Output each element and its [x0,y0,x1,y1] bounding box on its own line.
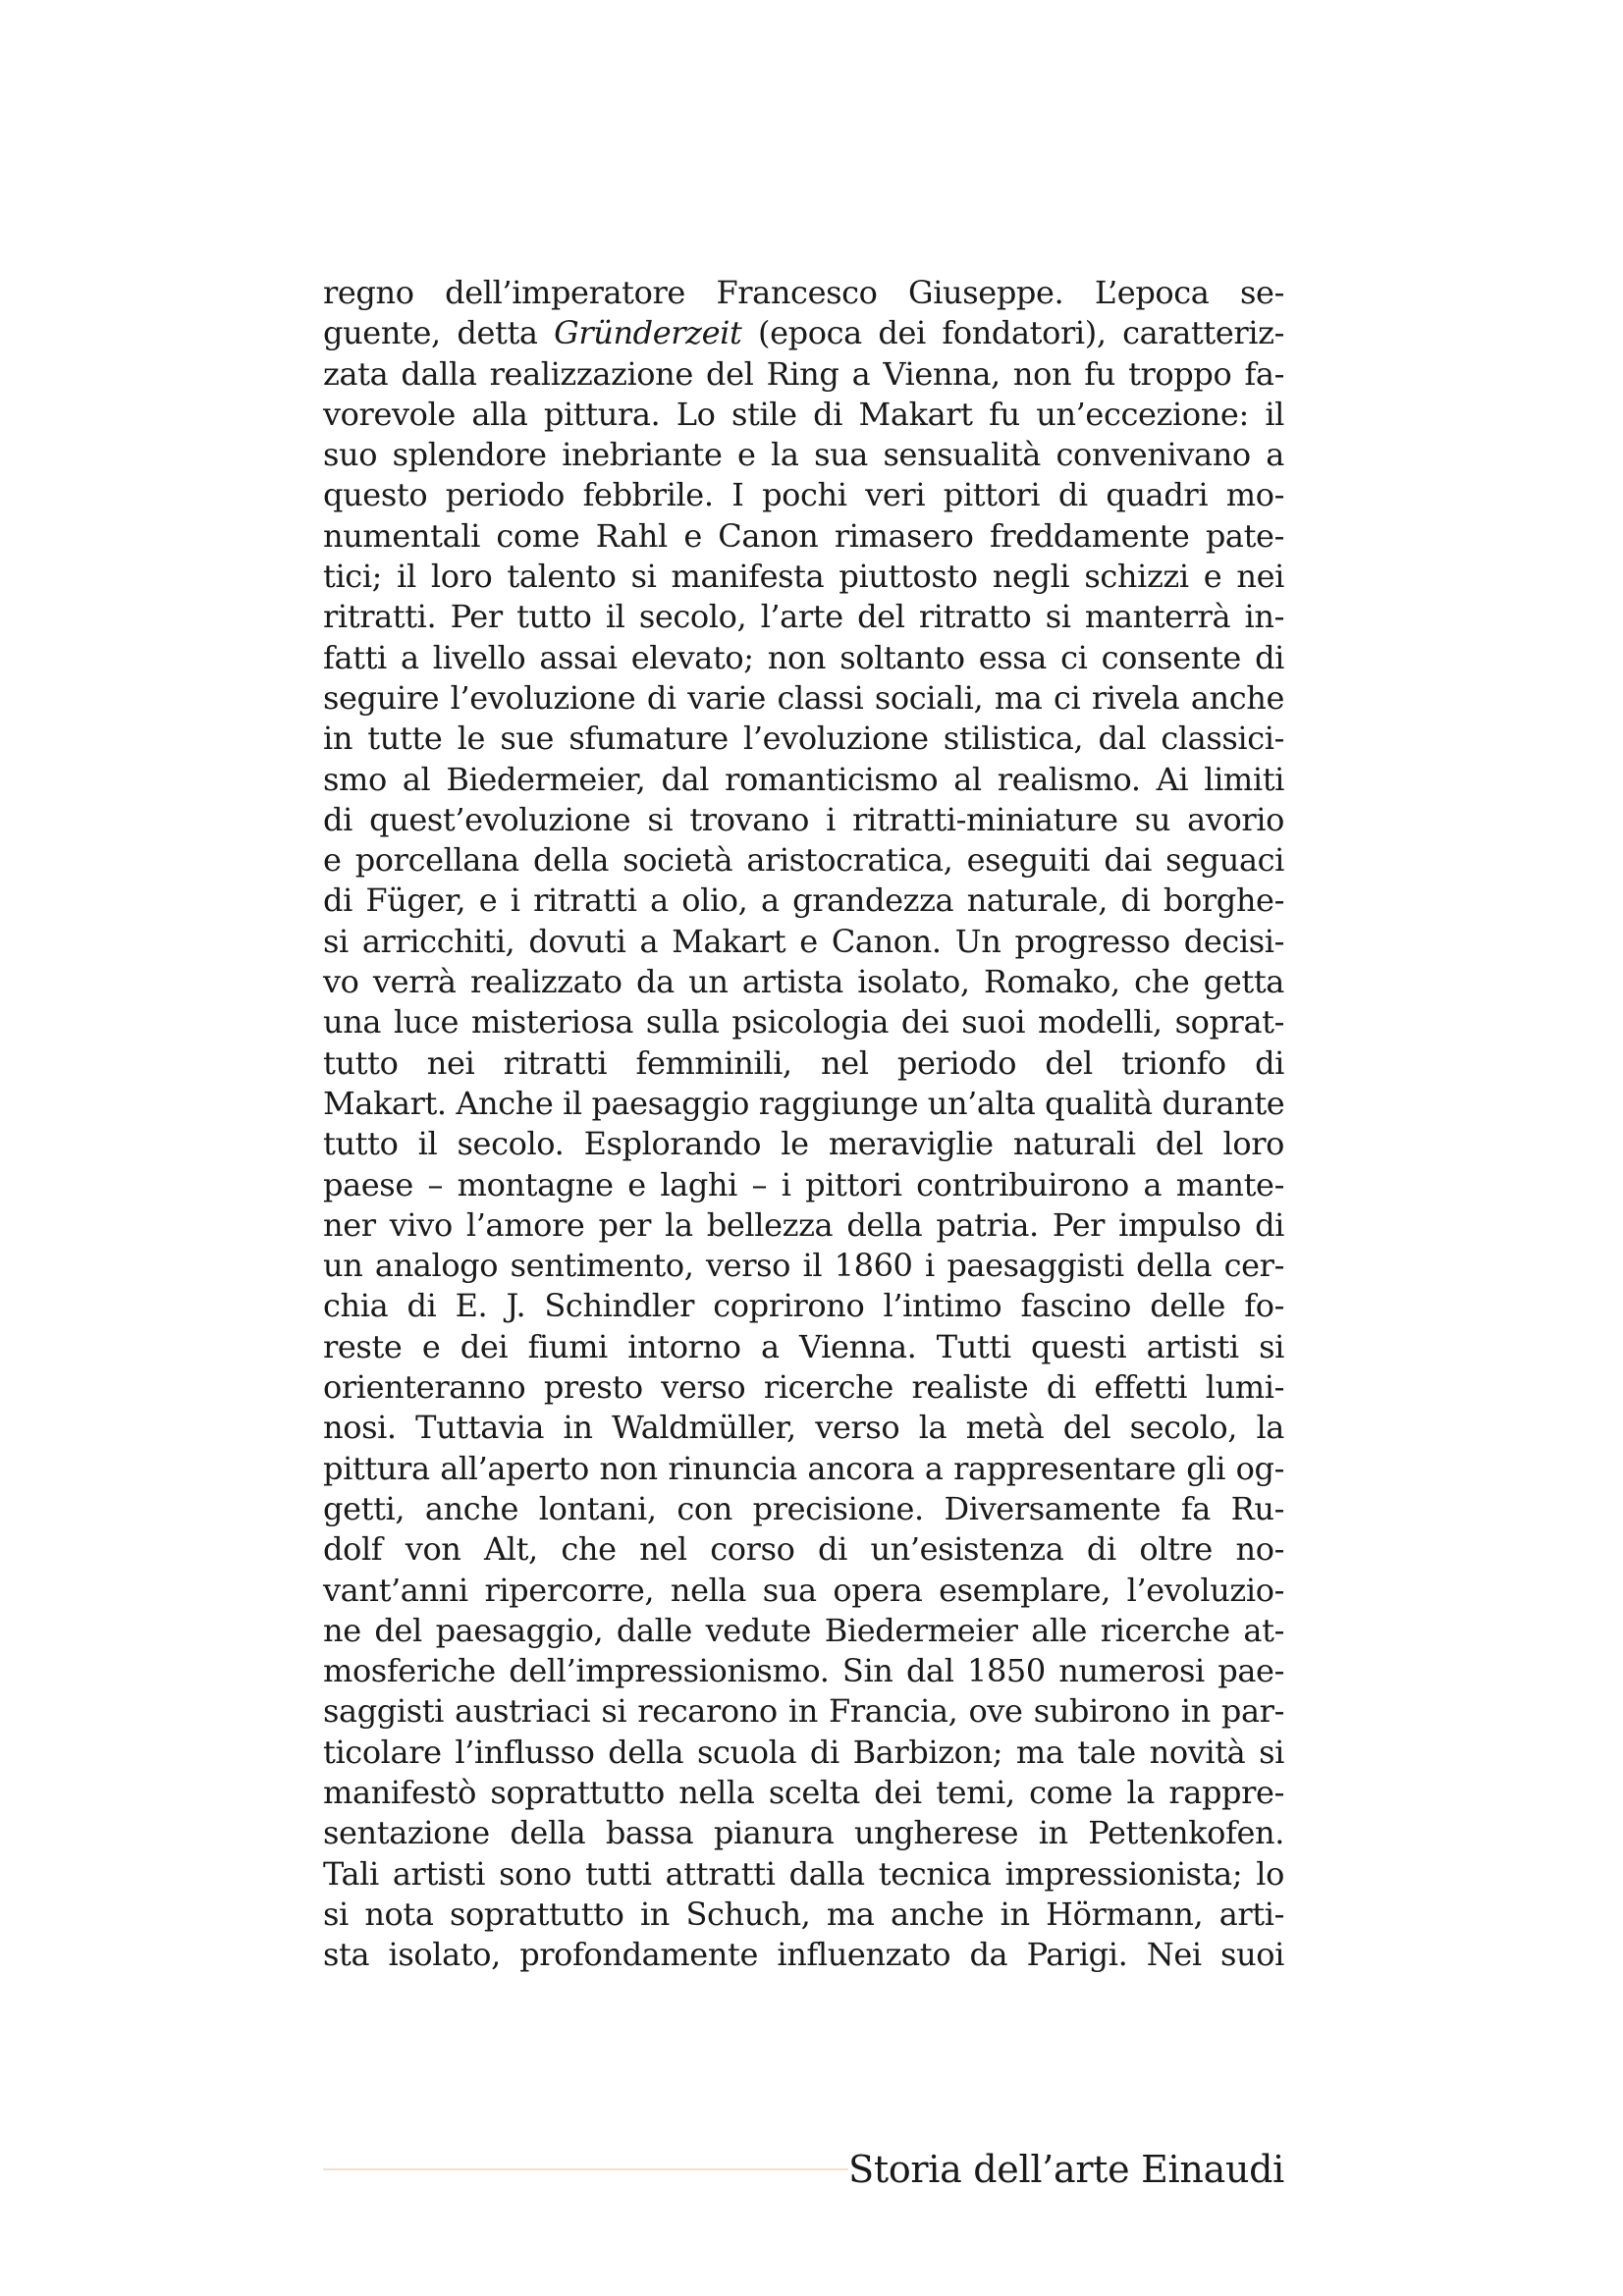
text-line: una luce misteriosa sulla psicologia dei suoi modelli, soprat- [323,1003,1284,1041]
text-line: ritratti. Per tutto il secolo, l’arte del ritratto si manterrà in- [323,598,1284,636]
text-line: Tali artisti sono tutti attratti dalla tecnica impressionista; lo [323,1854,1284,1893]
text-line: ticolare l’influsso della scuola di Barbizon; ma tale novità si [323,1733,1284,1771]
body-text [323,273,1284,1975]
text-line: saggisti austriaci si recarono in Francia, ove subirono in par- [323,1692,1284,1731]
text-line: seguire l’evoluzione di varie classi sociali, ma ci rivela anche [323,678,1284,717]
text-span: guente, detta [323,314,555,352]
text-line: numentali come Rahl e Canon rimasero freddamente pate- [323,516,1284,555]
text-line: ne del paesaggio, dalle vedute Biedermeier alle ricerche at- [323,1611,1284,1649]
text-line: ner vivo l’amore per la bellezza della patria. Per impulso di [323,1205,1284,1244]
italic-term: Gründerzeit [554,314,742,352]
text-line [323,313,1284,353]
text-line: tutto il secolo. Esplorando le meraviglie naturali del loro [323,1125,1284,1163]
text-line: in tutte le sue sfumature l’evoluzione stilistica, dal classici- [323,720,1284,758]
text-line: si arricchiti, dovuti a Makart e Canon. Un progresso decisi- [323,922,1284,960]
text-line: mosferiche dell’impressionismo. Sin dal 1850 numerosi pae- [323,1652,1284,1690]
text-line: orienteranno presto verso ricerche realiste di effetti lumi- [323,1368,1284,1407]
text-line: sta isolato, profondamente influenzato da Parigi. Nei suoi [323,1936,1284,1974]
text-line: getti, anche lontani, con precisione. Diversamente fa Ru- [323,1489,1284,1527]
text-line: e porcellana della società aristocratica, eseguiti dai seguaci [323,841,1284,880]
footer-title: Storia dell’arte Einaudi [848,2148,1284,2191]
text-span: (epoca dei fondatori), caratteriz- [741,314,1284,352]
text-line: dolf von Alt, che nel corso di un’esistenza di oltre no- [323,1530,1284,1569]
text-line: nosi. Tuttavia in Waldmüller, verso la metà del secolo, la [323,1409,1284,1447]
text-line: fatti a livello assai elevato; non soltanto essa ci consente di [323,638,1284,676]
text-line: manifestò soprattutto nella scelta dei temi, come la rappre- [323,1773,1284,1811]
text-line: zata dalla realizzazione del Ring a Vienna, non fu troppo fa- [323,354,1284,393]
text-line: pittura all’aperto non rinuncia ancora a rappresentare gli og- [323,1449,1284,1487]
text-line: di quest’evoluzione si trovano i ritratti-miniature su avorio [323,800,1284,838]
text-line: si nota soprattutto in Schuch, ma anche in Hörmann, arti- [323,1895,1284,1933]
text-line: paese – montagne e laghi – i pittori contribuirono a mante- [323,1165,1284,1203]
text-line: tici; il loro talento si manifesta piuttosto negli schizzi e nei [323,558,1284,596]
text-line: sentazione della bassa pianura ungherese in Pettenkofen. [323,1814,1284,1852]
footer-rule [323,2168,848,2170]
page-footer [323,2140,1284,2199]
text-line: Makart. Anche il paesaggio raggiunge un’alta qualità durante [323,1084,1285,1122]
text-line: vorevole alla pittura. Lo stile di Makart fu un’eccezione: il [323,395,1284,433]
text-line: smo al Biedermeier, dal romanticismo al realismo. Ai limiti [323,760,1284,798]
text-line: questo periodo febbrile. I pochi veri pittori di quadri mo- [323,476,1284,514]
text-line: vo verrà realizzato da un artista isolato, Romako, che getta [323,963,1284,1001]
text-line: chia di E. J. Schindler coprirono l’intimo fascino delle fo- [323,1287,1284,1325]
text-line: vant’anni ripercorre, nella sua opera esemplare, l’evoluzio- [323,1571,1284,1609]
text-line: tutto nei ritratti femminili, nel periodo del trionfo di [323,1043,1284,1082]
text-line: di Füger, e i ritratti a olio, a grandezza naturale, di borghe- [323,881,1284,920]
text-line: reste e dei fiumi intorno a Vienna. Tutti questi artisti si [323,1327,1284,1365]
text-line: un analogo sentimento, verso il 1860 i paesaggisti della cer- [323,1247,1284,1285]
text-line: suo splendore inebriante e la sua sensualità convenivano a [323,436,1284,474]
text-line: regno dell’imperatore Francesco Giuseppe. L’epoca se- [323,274,1284,311]
